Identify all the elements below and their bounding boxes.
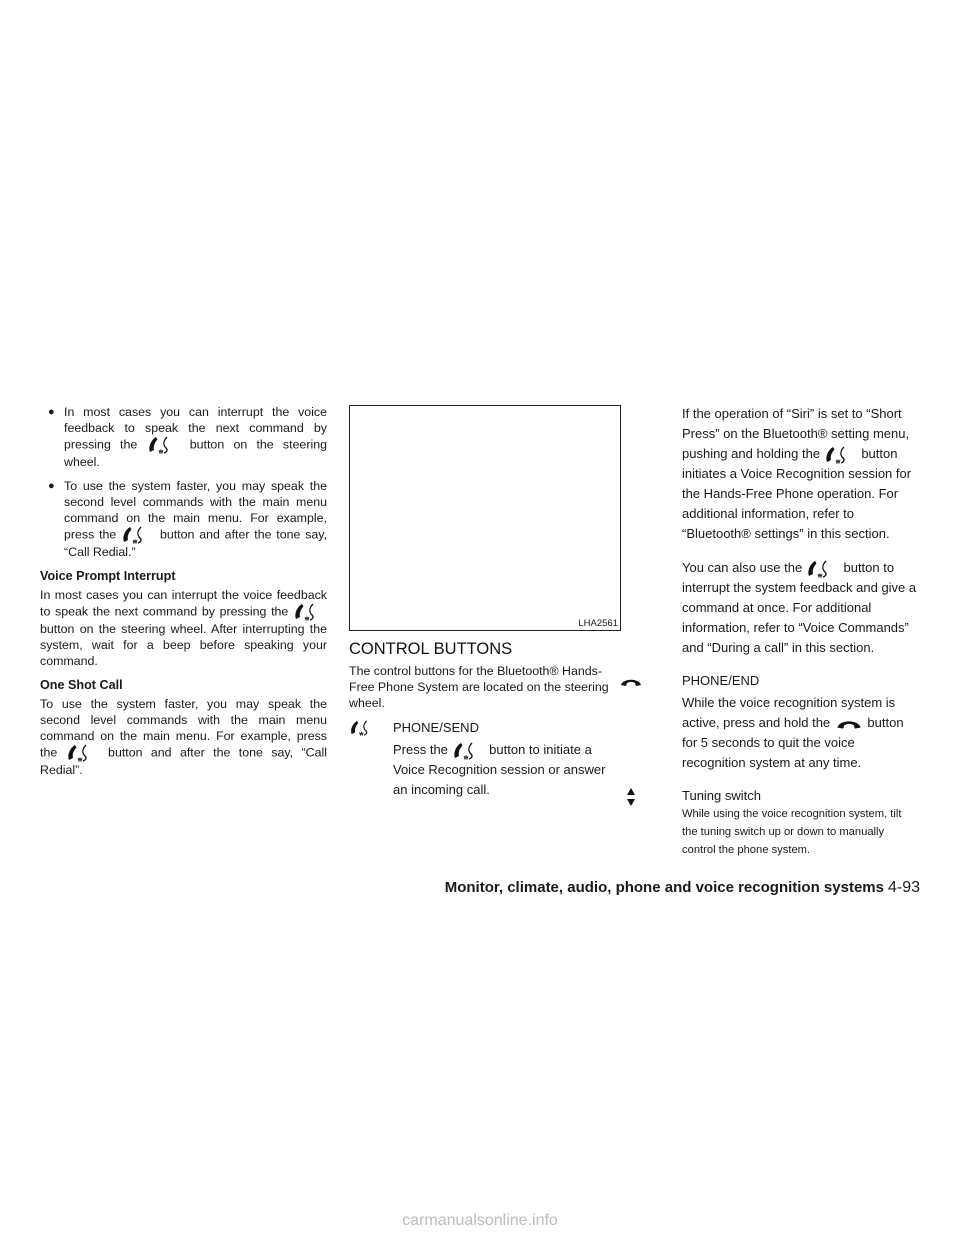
middle-column [349, 404, 621, 800]
phone-send-voice-icon [806, 560, 840, 578]
bullet-1-text-a: In most cases you can interrupt the voice feedback to speak the next command by pressing the [64, 405, 327, 452]
one-shot-text-b: button and after the tone say, “Call Redial”. [40, 745, 327, 777]
tuning-switch-icon [626, 787, 636, 807]
left-column [40, 404, 327, 778]
bullet-2-text-a: To use the system faster, you may speak the second level commands with the main menu command on the main menu. For example, press the [64, 479, 327, 542]
voice-prompt-text-a: In most cases you can interrupt the voice feedback to speak the next command by pressing the [40, 588, 327, 619]
phone-end-icon [620, 676, 642, 688]
figure-code: LHA2561 [578, 618, 618, 629]
also-use-text-b: button to interrupt the system feedback and give a command at once. For additional information, refer to “Voice Commands” and “During a call” in this section. [682, 560, 917, 655]
right-column [640, 404, 920, 859]
phone-send-voice-icon [824, 446, 858, 464]
watermark: carmanualsonline.info [402, 1212, 558, 1229]
bullet-2-text-b: button and after the tone say, “Call Redial.” [64, 527, 328, 559]
phone-send-label: PHONE/SEND [393, 720, 479, 735]
tuning-switch-description: While using the voice recognition system, tilt the tuning switch up or down to manually control the phone system. [682, 808, 902, 856]
siri-paragraph [682, 404, 920, 544]
phone-send-voice-icon [66, 744, 100, 762]
phone-end-description [682, 693, 920, 773]
one-shot-text-a: To use the system faster, you may speak the second level commands with the main menu command on the main menu. For example, press the [40, 697, 327, 760]
one-shot-paragraph [40, 696, 327, 778]
section-title: CONTROL BUTTONS [349, 640, 513, 658]
also-use-text-a: You can also use the [682, 560, 803, 575]
phone-send-description [393, 740, 621, 800]
phone-send-voice-icon [293, 603, 327, 621]
bullet-faster [40, 478, 327, 560]
phone-send-voice-icon [121, 526, 155, 544]
bullet-interrupt [40, 404, 327, 470]
phone-end-label: PHONE/END [682, 673, 760, 688]
bullet-1-text-b: button on the steering wheel. [64, 437, 327, 469]
steering-wheel-figure [349, 405, 621, 631]
tuning-switch-entry [640, 787, 920, 859]
chapter-title: Monitor, climate, audio, phone and voice recognition systems [444, 879, 884, 896]
phone-end-icon [834, 717, 864, 731]
phone-send-voice-icon [349, 720, 379, 736]
bullet-dot: ● [48, 406, 55, 418]
siri-text-b: button initiates a Voice Recognition session for the Hands-Free Phone operation. For additional information, refer to “Bluetooth® settings” in this section. [682, 446, 912, 541]
phone-send-entry [349, 719, 621, 800]
voice-prompt-heading: Voice Prompt Interrupt [40, 569, 176, 583]
page-footer [445, 878, 920, 898]
also-use-paragraph [682, 558, 920, 658]
bullet-dot: ● [48, 480, 55, 492]
phone-send-voice-icon [147, 436, 181, 454]
voice-prompt-paragraph [40, 587, 327, 669]
voice-prompt-text-b: button on the steering wheel. After interrupting the system, wait for a beep before speaking your command. [40, 622, 327, 668]
phone-send-voice-icon [452, 742, 486, 760]
phone-end-entry [640, 672, 920, 773]
phone-send-text-b: button to initiate a Voice Recognition session or answer an incoming call. [393, 742, 606, 797]
phone-send-text-a: Press the [393, 742, 448, 757]
phone-end-text-a: While the voice recognition system is active, press and hold the [682, 695, 896, 730]
one-shot-heading: One Shot Call [40, 678, 123, 692]
siri-text-a: If the operation of “Siri” is set to “Short Press” on the Bluetooth® setting menu, pushing and holding the [682, 406, 910, 461]
phone-end-text-b: button for 5 seconds to quit the voice recognition system at any time. [682, 715, 904, 770]
tuning-switch-label: Tuning switch [682, 788, 761, 803]
page-number: 4-93 [887, 879, 920, 896]
control-buttons-intro: The control buttons for the Bluetooth® Hands-Free Phone System are located on the steering wheel. [349, 664, 609, 710]
